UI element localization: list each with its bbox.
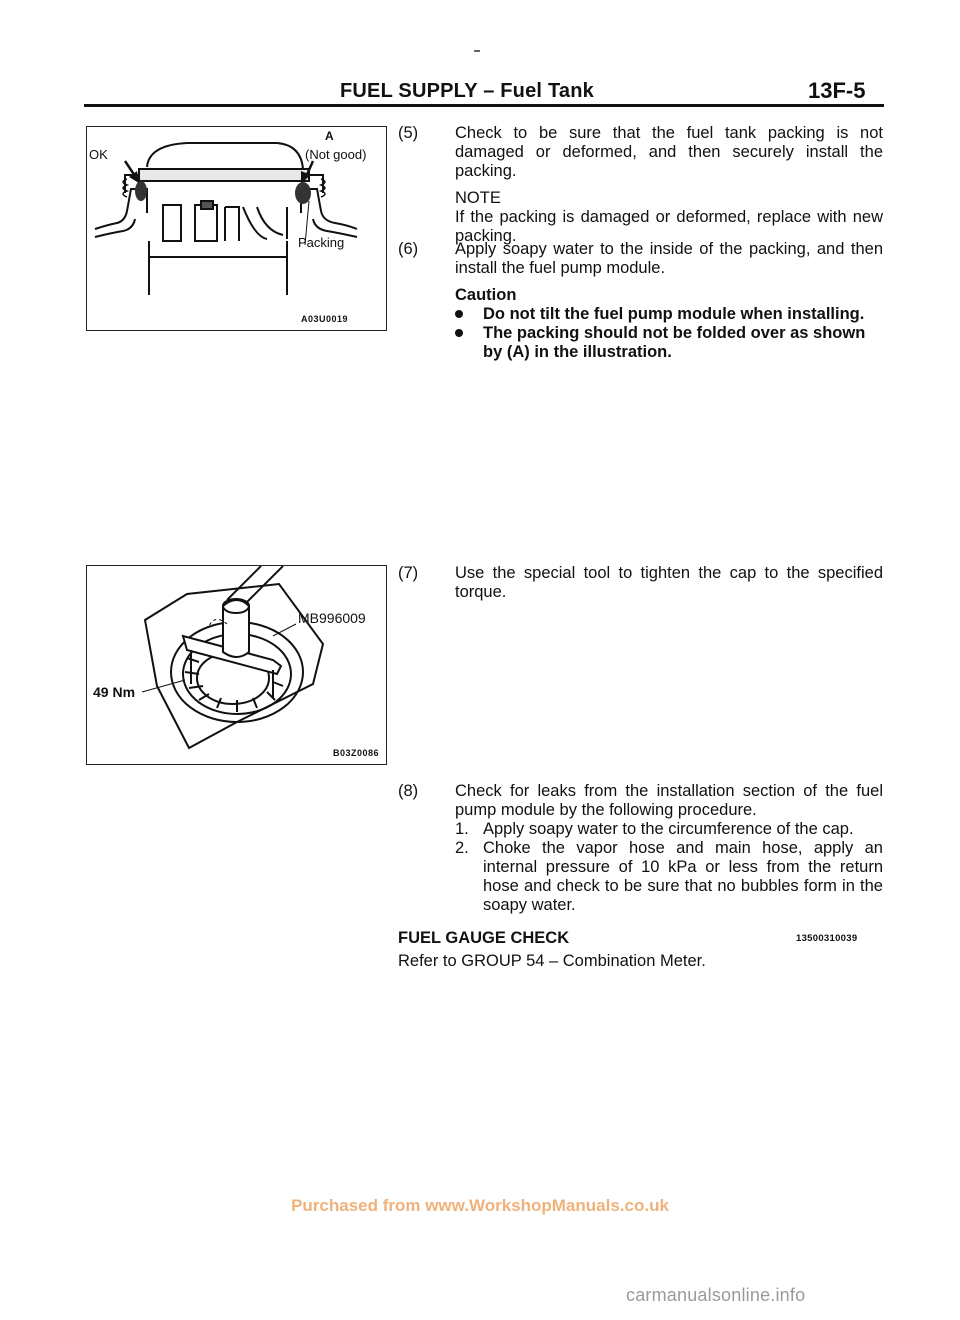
step-text: Apply soapy water to the inside of the packing, and then install the fuel pump module. (455, 240, 883, 277)
page-title: FUEL SUPPLY – Fuel Tank (340, 80, 594, 102)
substep-text: Apply soapy water to the circumference of the cap. (483, 820, 854, 838)
tool-label: MB996009 (298, 610, 366, 626)
step-text: Check for leaks from the installation section of the fuel pump module by the following procedure. (455, 782, 883, 819)
tool-illustration (87, 566, 386, 764)
substep (455, 839, 883, 915)
step-5 (398, 124, 883, 246)
footer-notice: Purchased from www.WorkshopManuals.co.uk (291, 1196, 669, 1215)
substep-text: Choke the vapor hose and main hose, apply an internal pressure of 10 kPa or less from the return hose and check to be sure that no bubbles form in the soapy water. (483, 839, 883, 914)
step-6 (398, 240, 883, 362)
figure-code: A03U0019 (301, 314, 349, 324)
substep-number: 1. (455, 820, 469, 838)
section-code: 13500310039 (796, 933, 858, 944)
a-label: A (325, 129, 334, 143)
caution-text: Do not tilt the fuel pump module when installing. (483, 305, 865, 323)
packing-figure (86, 126, 387, 331)
caution-item (455, 305, 883, 324)
watermark: carmanualsonline.info (626, 1285, 806, 1305)
caution-item (455, 324, 883, 362)
caution-text: The packing should not be folded over as shown by (A) in the illustration. (483, 324, 866, 361)
step-number: (6) (398, 240, 419, 258)
figure-code: B03Z0086 (333, 748, 380, 758)
ok-label: OK (89, 147, 108, 162)
tool-figure (86, 565, 387, 765)
step-8 (398, 782, 883, 915)
packing-label: Packing (298, 235, 345, 250)
substep-number: 2. (455, 839, 469, 857)
note-heading: NOTE (455, 189, 501, 207)
step-7 (398, 564, 883, 602)
top-mark (474, 50, 480, 52)
page-number: 13F-5 (808, 78, 866, 103)
step-text: Use the special tool to tighten the cap to the specified torque. (455, 564, 883, 601)
step-number: (7) (398, 564, 419, 582)
section-reference: Refer to GROUP 54 – Combination Meter. (398, 952, 706, 970)
step-number: (5) (398, 124, 419, 142)
section-title: FUEL GAUGE CHECK (398, 929, 570, 947)
step-number: (8) (398, 782, 419, 800)
header-rule (84, 104, 884, 107)
bullet-icon (455, 329, 463, 337)
torque-label: 49 Nm (93, 684, 136, 700)
not-good-label: (Not good) (305, 147, 367, 162)
bullet-icon (455, 310, 463, 318)
substep (455, 820, 883, 839)
caution-heading: Caution (455, 286, 517, 304)
note-text: If the packing is damaged or deformed, replace with new packing. (455, 208, 883, 245)
step-text: Check to be sure that the fuel tank packing is not damaged or deformed, and then securely install the packing. (455, 124, 883, 180)
